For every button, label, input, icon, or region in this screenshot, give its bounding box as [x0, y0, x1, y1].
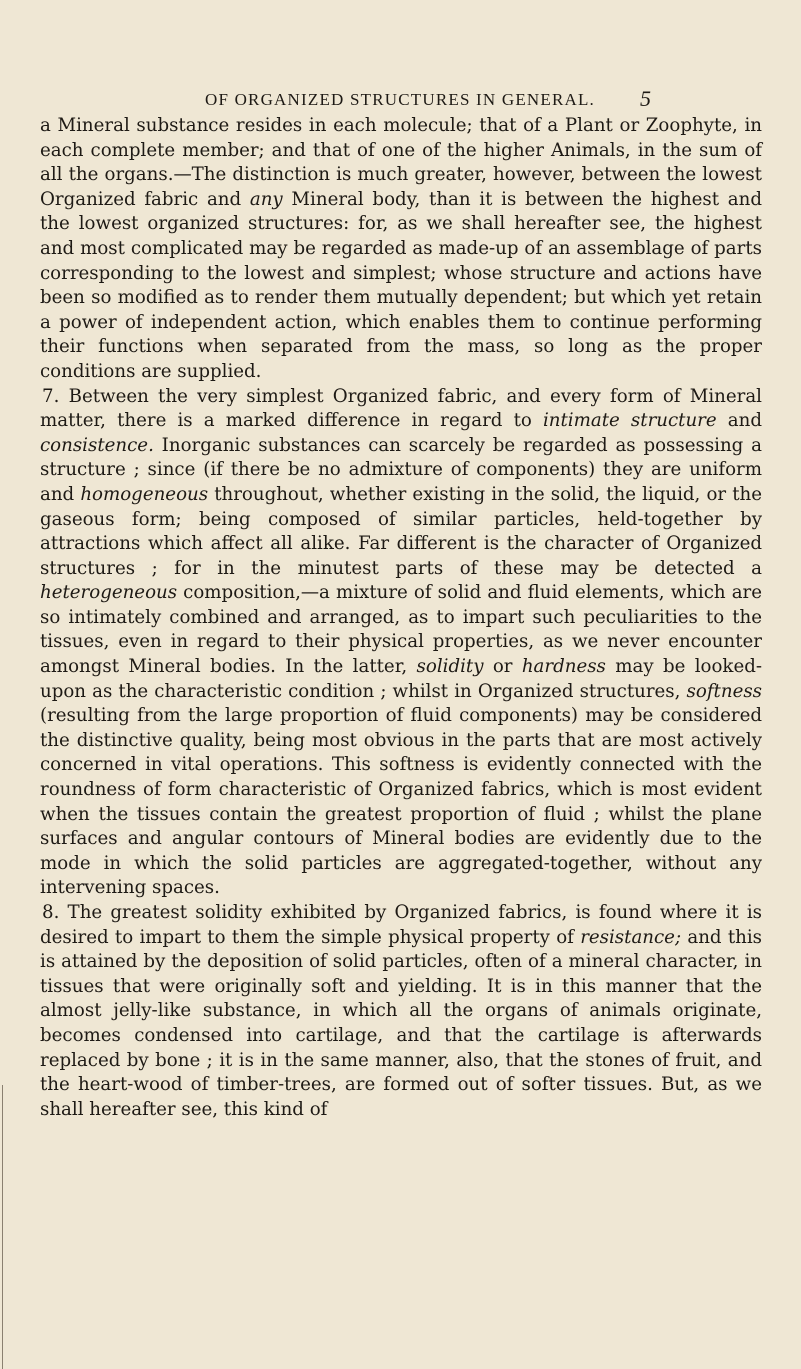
italic-text: softness [686, 680, 762, 702]
italic-text: heterogeneous [40, 582, 178, 604]
text-run: or [483, 656, 522, 678]
italic-text: consistence. [40, 434, 154, 456]
text-run: composition,—a mixture of solid and fluid elements, which are so intimately combined and arranged, as to impart such peculiarities to the tissues, even in regard to their physical properties, as we never encounter amongst Mineral bodies. In the latter, [40, 582, 762, 678]
text-run: Mineral body, than it is between the highest and the lowest organized structures: for, as we shall hereafter see, the highest and most complicated may be regarded as made-up of an assemblage of parts corresponding to the lowest and simplest; whose structure and actions have been so modified as to render them mutually dependent; but which yet retain a power of independent action, which enables them to continue performing their functions when separated from the mass, so long as the proper conditions are supplied. [40, 188, 762, 382]
italic-text: solidity [416, 656, 484, 678]
paragraph [40, 385, 762, 901]
italic-text: any [249, 188, 283, 210]
text-run: throughout, whether existing in the solid, the liquid, or the gaseous form; being composed of similar particles, held-together by attractions which affect all alike. Far different is the character of Organized structures ; for in the minutest parts of these may be detected a [40, 483, 762, 579]
margin-rule [2, 1085, 3, 1369]
text-run: a Mineral substance resides in each molecule; that of a Plant or Zoophyte, in each complete member; and that of one of the higher Animals, in the sum of all the organs.—The distinction is much greater, however, between the lowest Organized fabric and [40, 115, 762, 210]
paragraph [40, 901, 762, 1122]
page-number: 5 [640, 86, 651, 111]
italic-text: intimate structure [542, 410, 717, 432]
body-text [40, 114, 762, 1122]
text-run: and [716, 410, 762, 432]
running-head: OF ORGANIZED STRUCTURES IN GENERAL. [204, 90, 596, 109]
text-run: may be looked-upon as the characteristic condition ; whilst in Organized structures, [40, 656, 762, 702]
paragraph [40, 114, 762, 385]
italic-text: homogeneous [80, 483, 209, 505]
text-run: (resulting from the large proportion of fluid components) may be considered the distinctive quality, being most obvious in the parts that are most actively concerned in vital operations. This softness is evidently connected with the roundness of form characteristic of Organized fabrics, which is most evident when the tissues contain the greatest proportion of fluid ; whilst the plane surfaces and angular contours of Mineral bodies are evidently due to the mode in which the solid particles are aggregated-together, without any intervening spaces. [40, 705, 762, 899]
italic-text: resistance; [580, 926, 682, 948]
text-run: 8. The greatest solidity exhibited by Organized fabrics, is found where it is desired to impart to them the simple physical property of [40, 902, 762, 948]
text-run: 7. Between the very simplest Organized fabric, and every form of Mineral matter, there is a marked difference in regard to [40, 385, 762, 432]
italic-text: hardness [521, 656, 606, 678]
text-run: Inorganic substances can scarcely be regarded as possessing a structure ; since (if there be no admixture of components) they are uniform and [40, 434, 762, 505]
text-run: and this is attained by the deposition of solid particles, often of a mineral character, in tissues that were originally soft and yielding. It is in this manner that the almost jelly-like substance, in which all the organs of animals originate, becomes condensed into cartilage, and that the cartilage is afterwards replaced by bone ; it is in the same manner, also, that the stones of fruit, and the heart-wood of timber-trees, are formed out of softer tissues. But, as we shall hereafter see, this kind of [40, 926, 762, 1120]
